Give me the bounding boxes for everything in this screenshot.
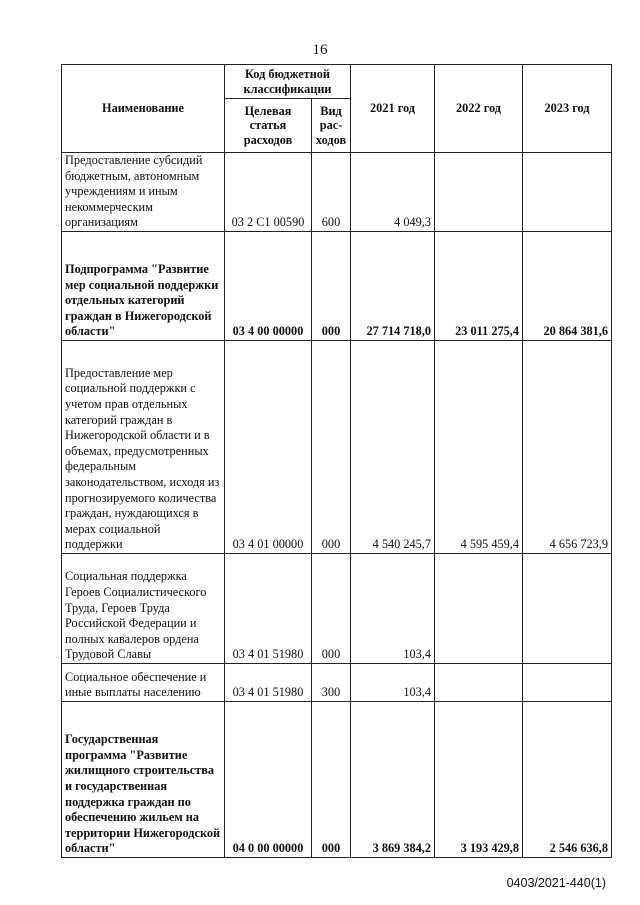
document-code: 0403/2021-440(1) — [506, 876, 606, 890]
row-code: 03 4 01 00000 — [225, 340, 312, 553]
row-2022 — [435, 553, 523, 663]
header-budget-code: Код бюджетной классификации — [225, 65, 351, 99]
table-row — [62, 663, 612, 701]
header-year-2021: 2021 год — [351, 65, 435, 153]
table-row — [62, 153, 612, 232]
page-number: 16 — [312, 42, 328, 58]
row-kind: 600 — [312, 153, 351, 232]
row-2022 — [435, 663, 523, 701]
row-name: Предоставление мер социальной поддержки с учетом прав отдельных категорий граждан в Нижегородской области и в объемах, предусмотренных федеральным законодательством, исходя из прогнозируемого количества граждан, нуждающихся в мерах социальной поддержки — [62, 340, 225, 553]
table-row — [62, 701, 612, 857]
row-kind: 000 — [312, 340, 351, 553]
header-name: Наименование — [62, 65, 225, 153]
row-code: 03 4 01 51980 — [225, 663, 312, 701]
row-2023: 2 546 636,8 — [523, 701, 612, 857]
row-name: Предоставление субсидий бюджетным, автономным учреждениям и иным некоммерческим организациям — [62, 153, 225, 232]
row-2023 — [523, 553, 612, 663]
budget-table — [61, 64, 612, 858]
table-row — [62, 553, 612, 663]
row-2021: 3 869 384,2 — [351, 701, 435, 857]
row-2021: 103,4 — [351, 663, 435, 701]
row-2023 — [523, 663, 612, 701]
row-kind: 000 — [312, 553, 351, 663]
row-2022: 4 595 459,4 — [435, 340, 523, 553]
row-kind: 000 — [312, 231, 351, 340]
row-name: Подпрограмма "Развитие мер социальной поддержки отдельных категорий граждан в Нижегородской области" — [62, 231, 225, 340]
table-row — [62, 231, 612, 340]
header-year-2023: 2023 год — [523, 65, 612, 153]
row-2021: 27 714 718,0 — [351, 231, 435, 340]
row-2022: 3 193 429,8 — [435, 701, 523, 857]
row-kind: 300 — [312, 663, 351, 701]
row-2023: 4 656 723,9 — [523, 340, 612, 553]
row-kind: 000 — [312, 701, 351, 857]
row-2023 — [523, 153, 612, 232]
row-2021: 4 540 245,7 — [351, 340, 435, 553]
table-row — [62, 340, 612, 553]
header-target-article: Целевая статья расходов — [225, 99, 312, 153]
header-expense-kind: Вид рас-ходов — [312, 99, 351, 153]
row-code: 03 4 00 00000 — [225, 231, 312, 340]
row-2023: 20 864 381,6 — [523, 231, 612, 340]
row-code: 03 2 C1 00590 — [225, 153, 312, 232]
row-2021: 103,4 — [351, 553, 435, 663]
row-name: Социальная поддержка Героев Социалистического Труда, Героев Труда Российской Федерации и полных кавалеров ордена Трудовой Славы — [62, 553, 225, 663]
header-year-2022: 2022 год — [435, 65, 523, 153]
row-2021: 4 049,3 — [351, 153, 435, 232]
row-2022: 23 011 275,4 — [435, 231, 523, 340]
row-2022 — [435, 153, 523, 232]
row-name: Государственная программа "Развитие жилищного строительства и государственная поддержка граждан по обеспечению жильем на территории Нижегородской области" — [62, 701, 225, 857]
row-code: 04 0 00 00000 — [225, 701, 312, 857]
row-name: Социальное обеспечение и иные выплаты населению — [62, 663, 225, 701]
row-code: 03 4 01 51980 — [225, 553, 312, 663]
